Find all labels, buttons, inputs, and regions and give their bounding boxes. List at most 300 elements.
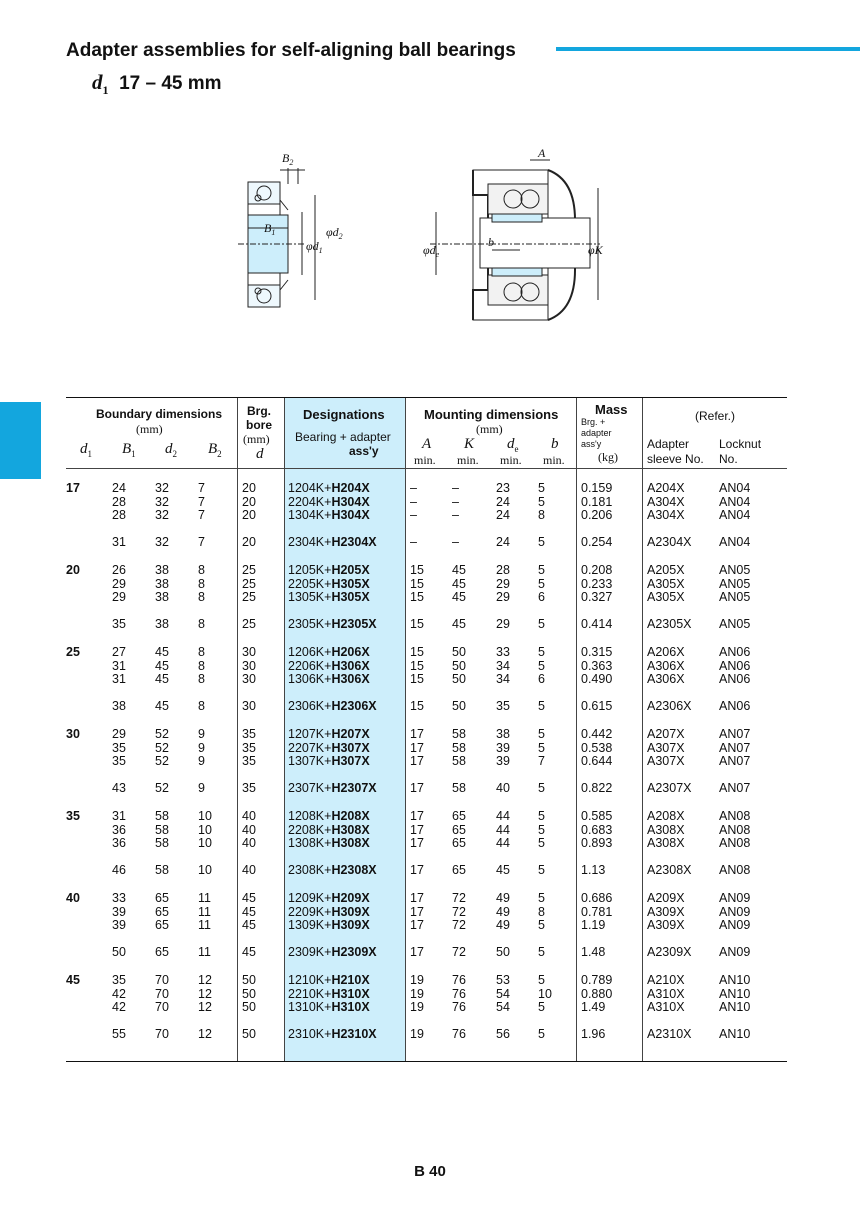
cell-de: 34 xyxy=(496,672,510,687)
designation-adapter: H207X xyxy=(331,727,370,741)
cell-K: 65 xyxy=(452,862,466,877)
designation-bearing: 1206K+ xyxy=(288,645,332,659)
cell-K: 50 xyxy=(452,672,466,687)
cell-nut: AN10 xyxy=(719,986,751,1001)
header-mass-sub3: ass'y xyxy=(581,439,602,449)
cell-K: – xyxy=(452,481,459,495)
cell-A: 17 xyxy=(410,862,424,877)
cell-b: 5 xyxy=(538,836,545,851)
cell-sleeve: A307X xyxy=(647,740,685,755)
header-B2: $B_2$ xyxy=(208,441,222,459)
header-b: b xyxy=(551,436,559,452)
cell-designation xyxy=(288,646,370,660)
cell-mass: 0.781 xyxy=(581,904,613,919)
cell-d1: 25 xyxy=(66,645,80,659)
cell-B2: 7 xyxy=(198,481,205,495)
cell-K: 65 xyxy=(452,809,466,823)
cell-A: 17 xyxy=(410,754,424,769)
designation-adapter: H204X xyxy=(331,481,370,495)
cell-A: 17 xyxy=(410,918,424,933)
cell-mass: 0.585 xyxy=(581,809,613,823)
cell-mass: 0.893 xyxy=(581,836,613,851)
cell-designation xyxy=(288,919,370,933)
cell-bore: 30 xyxy=(242,698,256,713)
cell-designation xyxy=(288,496,370,510)
header-min-de: min. xyxy=(500,453,522,467)
designation-adapter: H309X xyxy=(331,904,370,919)
cell-K: 72 xyxy=(452,891,466,905)
page-number: B 40 xyxy=(414,1163,446,1180)
cell-b: 5 xyxy=(538,616,545,631)
cell-d2: 38 xyxy=(155,616,169,631)
designation-adapter: H2305X xyxy=(331,616,377,631)
designation-bearing: 1305K+ xyxy=(288,590,332,605)
cell-K: 50 xyxy=(452,658,466,673)
cell-nut: AN08 xyxy=(719,809,751,823)
cell-de: 49 xyxy=(496,904,510,919)
header-bore: bore xyxy=(246,418,273,432)
cell-nut: AN04 xyxy=(719,508,751,523)
cell-bore: 40 xyxy=(242,822,256,837)
cell-K: – xyxy=(452,508,459,523)
cell-A: 15 xyxy=(410,616,424,631)
cell-sleeve: A2310X xyxy=(647,1026,692,1041)
cell-K: 45 xyxy=(452,576,466,591)
cell-nut: AN07 xyxy=(719,780,751,795)
cell-b: 5 xyxy=(538,809,545,823)
cell-sleeve: A209X xyxy=(647,891,685,905)
cell-bore: 35 xyxy=(242,740,256,755)
cell-de: 44 xyxy=(496,822,510,837)
cell-K: 76 xyxy=(452,1026,466,1041)
designation-adapter: H2304X xyxy=(331,534,377,549)
cell-sleeve: A306X xyxy=(647,658,685,673)
cell-de: 33 xyxy=(496,645,510,659)
cell-d2: 58 xyxy=(155,809,169,823)
designation-adapter: H308X xyxy=(331,822,370,837)
table-row xyxy=(66,742,787,756)
cell-B1: 31 xyxy=(112,534,126,549)
cell-K: 45 xyxy=(452,563,466,577)
technical-drawing xyxy=(230,140,610,330)
cell-A: 19 xyxy=(410,973,424,987)
cell-nut: AN08 xyxy=(719,862,751,877)
cell-d2: 58 xyxy=(155,822,169,837)
cell-bore: 45 xyxy=(242,904,256,919)
cell-designation xyxy=(288,988,370,1002)
cell-d1: 17 xyxy=(66,481,80,495)
table-row xyxy=(66,618,787,632)
designation-adapter: H307X xyxy=(331,754,370,769)
cell-bore: 35 xyxy=(242,727,256,741)
cell-mass: 0.233 xyxy=(581,576,613,591)
cell-mass: 1.49 xyxy=(581,1000,606,1015)
cell-sleeve: A204X xyxy=(647,481,685,495)
cell-designation xyxy=(288,728,370,742)
cell-bore: 50 xyxy=(242,973,256,987)
row-group xyxy=(66,646,787,728)
cell-nut: AN06 xyxy=(719,645,751,659)
cell-A: 17 xyxy=(410,944,424,959)
cell-de: 40 xyxy=(496,780,510,795)
header-mounting: Mounting dimensions xyxy=(424,407,559,422)
cell-d2: 45 xyxy=(155,672,169,687)
cell-bore: 35 xyxy=(242,754,256,769)
cell-b: 5 xyxy=(538,481,545,495)
cell-K: 58 xyxy=(452,740,466,755)
cell-b: 6 xyxy=(538,672,545,687)
bearing-table xyxy=(66,397,787,1062)
cell-A: 15 xyxy=(410,590,424,605)
table-row xyxy=(66,946,787,960)
cell-bore: 30 xyxy=(242,645,256,659)
cell-K: 45 xyxy=(452,590,466,605)
label-B1: $B_1$ xyxy=(264,221,276,237)
cell-de: 39 xyxy=(496,740,510,755)
cell-K: 72 xyxy=(452,904,466,919)
cell-B2: 8 xyxy=(198,616,205,631)
cell-nut: AN10 xyxy=(719,1026,751,1041)
table-row xyxy=(66,837,787,851)
header-boundary-unit: (mm) xyxy=(136,422,163,436)
cell-K: 50 xyxy=(452,698,466,713)
designation-adapter: H206X xyxy=(331,645,370,659)
cell-nut: AN05 xyxy=(719,563,751,577)
cell-K: 45 xyxy=(452,616,466,631)
cell-d2: 58 xyxy=(155,862,169,877)
cell-b: 5 xyxy=(538,822,545,837)
designation-bearing: 2206K+ xyxy=(288,658,332,673)
table-row xyxy=(66,974,787,988)
cell-bore: 40 xyxy=(242,809,256,823)
cell-b: 5 xyxy=(538,918,545,933)
cell-d2: 32 xyxy=(155,508,169,523)
cell-de: 24 xyxy=(496,508,510,523)
cell-designation xyxy=(288,578,370,592)
cell-nut: AN04 xyxy=(719,534,751,549)
header-mass-unit: (kg) xyxy=(598,450,618,464)
cell-nut: AN09 xyxy=(719,944,751,959)
cell-bore: 20 xyxy=(242,494,256,509)
cell-bore: 50 xyxy=(242,1000,256,1015)
cell-nut: AN06 xyxy=(719,658,751,673)
table-row xyxy=(66,536,787,550)
label-b: b xyxy=(488,235,494,249)
cell-bore: 40 xyxy=(242,862,256,877)
cell-K: – xyxy=(452,534,459,549)
cell-nut: AN05 xyxy=(719,590,751,605)
header-d2: $d_2$ xyxy=(165,441,177,459)
cell-B2: 12 xyxy=(198,973,212,987)
cell-B1: 27 xyxy=(112,645,126,659)
cell-de: 35 xyxy=(496,698,510,713)
cell-b: 5 xyxy=(538,973,545,987)
designation-adapter: H310X xyxy=(331,986,370,1001)
header-d1: $d_1$ xyxy=(80,441,92,459)
cell-d2: 65 xyxy=(155,944,169,959)
cell-mass: 0.789 xyxy=(581,973,613,987)
cell-K: 65 xyxy=(452,836,466,851)
cell-b: 5 xyxy=(538,727,545,741)
cell-mass: 0.880 xyxy=(581,986,613,1001)
label-d2: $\varphi d_2$ xyxy=(326,225,343,241)
cell-nut: AN10 xyxy=(719,973,751,987)
cell-b: 5 xyxy=(538,534,545,549)
cell-de: 54 xyxy=(496,986,510,1001)
designation-adapter: H305X xyxy=(331,576,370,591)
designation-bearing: 2309K+ xyxy=(288,944,332,959)
header-min-K: min. xyxy=(457,453,479,467)
cell-sleeve: A208X xyxy=(647,809,685,823)
cell-d2: 70 xyxy=(155,1026,169,1041)
cell-d2: 38 xyxy=(155,576,169,591)
cell-sleeve: A206X xyxy=(647,645,685,659)
header-assy: ass'y xyxy=(349,444,379,458)
cell-A: 17 xyxy=(410,822,424,837)
cell-bore: 30 xyxy=(242,658,256,673)
cell-B2: 11 xyxy=(198,918,211,933)
cell-B1: 39 xyxy=(112,904,126,919)
cell-B2: 8 xyxy=(198,698,205,713)
cell-mass: 1.19 xyxy=(581,918,606,933)
cell-B1: 24 xyxy=(112,481,126,495)
cell-B2: 8 xyxy=(198,563,205,577)
row-group xyxy=(66,974,787,1056)
cell-B2: 11 xyxy=(198,944,211,959)
cell-nut: AN05 xyxy=(719,616,751,631)
table-row xyxy=(66,646,787,660)
header-mass-sub2: adapter xyxy=(581,428,612,438)
cell-designation xyxy=(288,509,370,523)
table-body xyxy=(66,482,787,1056)
cell-nut: AN10 xyxy=(719,1000,751,1015)
row-group xyxy=(66,892,787,974)
designation-adapter: H304X xyxy=(331,508,370,523)
cell-bore: 45 xyxy=(242,944,256,959)
cell-nut: AN04 xyxy=(719,494,751,509)
table-row xyxy=(66,864,787,878)
cell-d2: 52 xyxy=(155,727,169,741)
cell-A: – xyxy=(410,481,417,495)
cell-b: 8 xyxy=(538,508,545,523)
label-de: $\varphi d_e$ xyxy=(423,243,440,259)
designation-bearing: 2210K+ xyxy=(288,986,332,1001)
cell-de: 38 xyxy=(496,727,510,741)
designation-adapter: H205X xyxy=(331,563,370,577)
header-A: A xyxy=(422,436,432,452)
cell-B2: 10 xyxy=(198,836,212,851)
cell-nut: AN06 xyxy=(719,698,751,713)
cell-B1: 36 xyxy=(112,836,126,851)
cell-B2: 9 xyxy=(198,727,205,741)
header-sleeve-no: sleeve No. xyxy=(647,452,704,466)
designation-adapter: H305X xyxy=(331,590,370,605)
cell-B1: 35 xyxy=(112,754,126,769)
cell-sleeve: A308X xyxy=(647,836,685,851)
cell-d2: 58 xyxy=(155,836,169,851)
header-divider xyxy=(66,468,787,469)
designation-bearing: 2205K+ xyxy=(288,576,332,591)
cell-sleeve: A310X xyxy=(647,1000,685,1015)
cell-K: 65 xyxy=(452,822,466,837)
cell-nut: AN08 xyxy=(719,822,751,837)
cell-designation xyxy=(288,824,370,838)
table-row xyxy=(66,660,787,674)
cell-nut: AN07 xyxy=(719,727,751,741)
designation-adapter: H2310X xyxy=(331,1026,377,1041)
header-refer: (Refer.) xyxy=(695,409,736,423)
designation-adapter: H306X xyxy=(331,672,370,687)
cell-B2: 8 xyxy=(198,672,205,687)
cell-nut: AN04 xyxy=(719,481,751,495)
cell-nut: AN09 xyxy=(719,918,751,933)
subtitle-symbol: $d_1$ xyxy=(92,70,109,98)
cell-mass: 0.414 xyxy=(581,616,613,631)
cell-B1: 31 xyxy=(112,658,126,673)
designation-bearing: 2307K+ xyxy=(288,780,332,795)
cell-de: 49 xyxy=(496,891,510,905)
cell-A: 17 xyxy=(410,780,424,795)
header-locknut: Locknut xyxy=(719,437,762,451)
cell-B1: 35 xyxy=(112,973,126,987)
cell-K: 76 xyxy=(452,973,466,987)
table-row xyxy=(66,892,787,906)
cell-K: – xyxy=(452,494,459,509)
header-mounting-unit: (mm) xyxy=(476,422,503,436)
header-K: K xyxy=(464,436,475,452)
cell-sleeve: A2306X xyxy=(647,698,692,713)
cell-d2: 32 xyxy=(155,534,169,549)
cell-de: 39 xyxy=(496,754,510,769)
cell-b: 5 xyxy=(538,658,545,673)
designation-adapter: H210X xyxy=(331,973,370,987)
cell-b: 5 xyxy=(538,1000,545,1015)
cell-mass: 0.159 xyxy=(581,481,613,495)
cell-nut: AN08 xyxy=(719,836,751,851)
subtitle-range: 17 – 45 mm xyxy=(119,73,222,94)
table-row xyxy=(66,824,787,838)
cell-A: – xyxy=(410,508,417,523)
cell-nut: AN09 xyxy=(719,904,751,919)
cell-designation xyxy=(288,564,370,578)
cell-mass: 0.254 xyxy=(581,534,613,549)
cell-designation xyxy=(288,837,370,851)
cell-B1: 35 xyxy=(112,616,126,631)
cell-d1: 30 xyxy=(66,727,80,741)
cell-de: 29 xyxy=(496,616,510,631)
designation-adapter: H2309X xyxy=(331,944,377,959)
table-row xyxy=(66,564,787,578)
designation-bearing: 1208K+ xyxy=(288,809,332,823)
cell-mass: 0.822 xyxy=(581,780,613,795)
header-bore-unit: (mm) xyxy=(243,432,270,446)
cell-B1: 33 xyxy=(112,891,126,905)
cell-B1: 55 xyxy=(112,1026,126,1041)
cell-K: 76 xyxy=(452,1000,466,1015)
title-rule xyxy=(556,47,860,51)
header-de: $d_e$ xyxy=(507,436,519,454)
table-row xyxy=(66,496,787,510)
cell-designation xyxy=(288,591,370,605)
cell-A: 15 xyxy=(410,698,424,713)
cell-d2: 52 xyxy=(155,740,169,755)
cell-sleeve: A2308X xyxy=(647,862,692,877)
cell-B1: 35 xyxy=(112,740,126,755)
cell-B2: 10 xyxy=(198,862,212,877)
table-row xyxy=(66,906,787,920)
cell-b: 5 xyxy=(538,891,545,905)
cell-B2: 12 xyxy=(198,1026,212,1041)
cell-bore: 35 xyxy=(242,780,256,795)
cell-mass: 1.13 xyxy=(581,862,606,877)
cell-de: 29 xyxy=(496,590,510,605)
header-boundary: Boundary dimensions xyxy=(96,407,223,421)
table-row xyxy=(66,673,787,687)
cell-bore: 50 xyxy=(242,986,256,1001)
cell-de: 50 xyxy=(496,944,510,959)
table-row xyxy=(66,755,787,769)
cell-designation xyxy=(288,864,377,878)
cell-d2: 45 xyxy=(155,698,169,713)
cell-designation xyxy=(288,906,370,920)
header-B1: $B_1$ xyxy=(122,441,136,459)
cell-bore: 20 xyxy=(242,481,256,495)
cell-b: 5 xyxy=(538,862,545,877)
page-subtitle xyxy=(92,70,222,98)
cell-b: 5 xyxy=(538,698,545,713)
table-row xyxy=(66,700,787,714)
cell-bore: 45 xyxy=(242,918,256,933)
cell-nut: AN07 xyxy=(719,740,751,755)
cell-B1: 39 xyxy=(112,918,126,933)
designation-bearing: 1306K+ xyxy=(288,672,332,687)
cell-mass: 0.644 xyxy=(581,754,613,769)
table-row xyxy=(66,810,787,824)
cell-designation xyxy=(288,1028,377,1042)
cell-sleeve: A304X xyxy=(647,508,685,523)
cell-B2: 8 xyxy=(198,590,205,605)
cell-d2: 65 xyxy=(155,918,169,933)
cell-d2: 38 xyxy=(155,563,169,577)
cell-de: 54 xyxy=(496,1000,510,1015)
cell-mass: 0.442 xyxy=(581,727,613,741)
cell-A: – xyxy=(410,534,417,549)
cell-B1: 31 xyxy=(112,809,126,823)
cell-K: 50 xyxy=(452,645,466,659)
cell-B1: 50 xyxy=(112,944,126,959)
table-row xyxy=(66,728,787,742)
cell-B2: 8 xyxy=(198,658,205,673)
cell-A: 19 xyxy=(410,986,424,1001)
cell-d1: 35 xyxy=(66,809,80,823)
cell-d1: 45 xyxy=(66,973,80,987)
cell-mass: 0.181 xyxy=(581,494,613,509)
cell-mass: 0.206 xyxy=(581,508,613,523)
designation-bearing: 2204K+ xyxy=(288,494,332,509)
cell-de: 28 xyxy=(496,563,510,577)
label-K: φK xyxy=(588,243,603,257)
designation-bearing: 1205K+ xyxy=(288,563,332,577)
cell-b: 8 xyxy=(538,904,545,919)
cell-de: 23 xyxy=(496,481,510,495)
cell-A: 17 xyxy=(410,904,424,919)
cell-B1: 36 xyxy=(112,822,126,837)
cell-K: 58 xyxy=(452,727,466,741)
designation-bearing: 1204K+ xyxy=(288,481,332,495)
cell-de: 53 xyxy=(496,973,510,987)
cell-A: 15 xyxy=(410,645,424,659)
cell-mass: 0.615 xyxy=(581,698,613,713)
